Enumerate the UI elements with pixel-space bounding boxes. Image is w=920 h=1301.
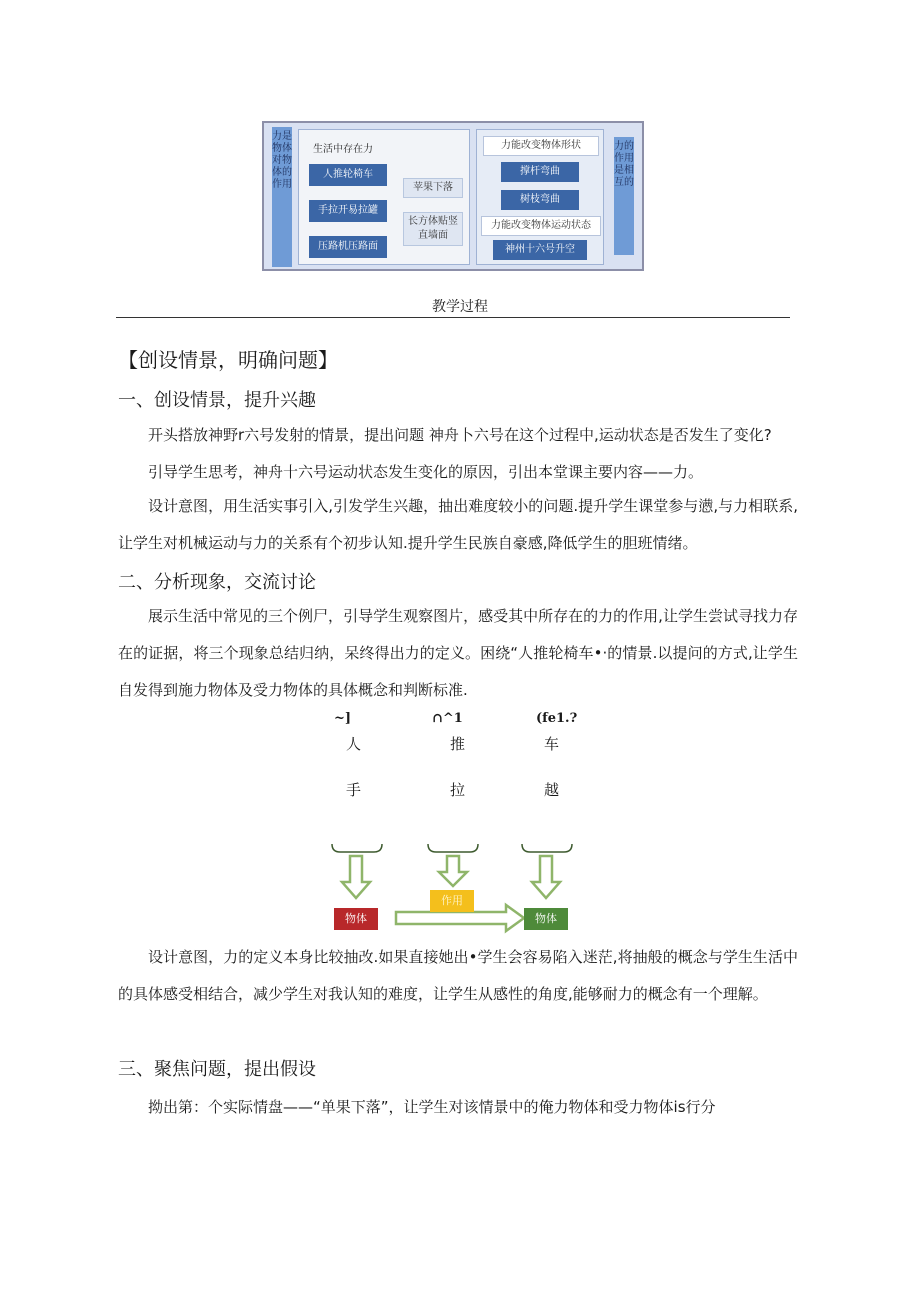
example-wheelchair: 人推轮椅车 bbox=[309, 164, 387, 186]
section-heading-3: 三、聚焦问题，提出假设 bbox=[118, 1059, 316, 1080]
object-box-left: 物体 bbox=[334, 908, 378, 930]
object-box-right: 物体 bbox=[524, 908, 568, 930]
paragraph: 开头搭放神野r六号发射的情景，提出问题 神舟卜六号在这个过程中,运动状态是否发生了变化? bbox=[148, 426, 772, 444]
paragraph: 设计意图，用生活实事引入,引发学生兴趣，抽出难度较小的问题.提升学生课堂参与懑,与力相联系,让学生对机械运动与力的关系有个初步认知.提升学生民族自豪感,降低学生的胆班情绪。 bbox=[118, 497, 798, 552]
design-note: 设计意图，力的定义本身比较抽改.如果直接她出•学生会容易陷入迷茫,将抽般的概念与学生生活中的具体感受相结合，减少学生对我认知的难度，让学生从感性的角度,能够耐力的概念有一个理解。 bbox=[118, 948, 798, 1003]
action-box: 作用 bbox=[430, 890, 474, 912]
motion-change-title: 力能改变物体运动状态 bbox=[481, 216, 601, 236]
force-flow-diagram bbox=[326, 842, 578, 936]
figure-caption: 教学过程 bbox=[432, 299, 488, 315]
example-shenzhou: 神州十六号升空 bbox=[493, 240, 587, 260]
arrow-down-left bbox=[342, 856, 370, 898]
word-hand: 手 bbox=[346, 781, 362, 799]
example-apple: 苹果下落 bbox=[403, 178, 463, 198]
section-heading-1: 一、创设情景，提升兴趣 bbox=[118, 390, 316, 411]
garbled-label-1: ~] bbox=[334, 711, 352, 726]
life-force-panel bbox=[298, 129, 470, 265]
paragraph: 展示生活中常见的三个例尸，引导学生观察图片，感受其中所存在的力的作用,让学生尝试寻找力存在的证据，将三个现象总结归纳，呆终得出力的定义。困绕“人推轮椅车•·的情景.以提问的方式,让学生自发得到施力物体及受力物体的具体概念和判断标准. bbox=[118, 607, 798, 699]
word-person: 人 bbox=[346, 735, 362, 753]
example-pole: 撑杆弯曲 bbox=[501, 162, 579, 182]
example-roller: 压路机压路面 bbox=[309, 236, 387, 258]
word-pull: 拉 bbox=[450, 781, 466, 799]
main-heading: 【创设情景，明确问题】 bbox=[118, 348, 338, 372]
force-effect-panel bbox=[476, 129, 604, 265]
example-cuboid: 长方体贴竖直墙面 bbox=[403, 212, 463, 246]
garbled-label-3: (fe1.? bbox=[536, 711, 578, 726]
section-heading-2: 二、分析现象，交流讨论 bbox=[118, 572, 316, 593]
word-push: 推 bbox=[450, 735, 466, 753]
paragraph: 拗出第：个实际情盘——“单果下落”，让学生对该情景中的俺力物体和受力物体is行分 bbox=[148, 1098, 716, 1116]
brace-left bbox=[332, 844, 382, 852]
concept-map-figure bbox=[262, 121, 644, 271]
force-definition-label: 力是物体对物体的作用 bbox=[272, 127, 292, 267]
paragraph: 引导学生思考，神舟十六号运动状态发生变化的原因，引出本堂课主要内容——力。 bbox=[148, 463, 704, 481]
mutual-force-label: 力的作用是相互的 bbox=[614, 137, 634, 255]
word-cart: 车 bbox=[544, 735, 560, 753]
garbled-label-2: ∩^1 bbox=[432, 711, 463, 726]
brace-mid bbox=[428, 844, 478, 852]
life-force-title: 生活中存在力 bbox=[313, 144, 373, 155]
shape-change-title: 力能改变物体形状 bbox=[483, 136, 599, 156]
example-branch: 树枝弯曲 bbox=[501, 190, 579, 210]
brace-right bbox=[522, 844, 572, 852]
arrow-down-right bbox=[532, 856, 560, 898]
arrow-down-mid bbox=[439, 856, 467, 886]
word-cross: 越 bbox=[544, 781, 560, 799]
divider-line bbox=[116, 317, 790, 318]
example-can: 手拉开易拉罐 bbox=[309, 200, 387, 222]
